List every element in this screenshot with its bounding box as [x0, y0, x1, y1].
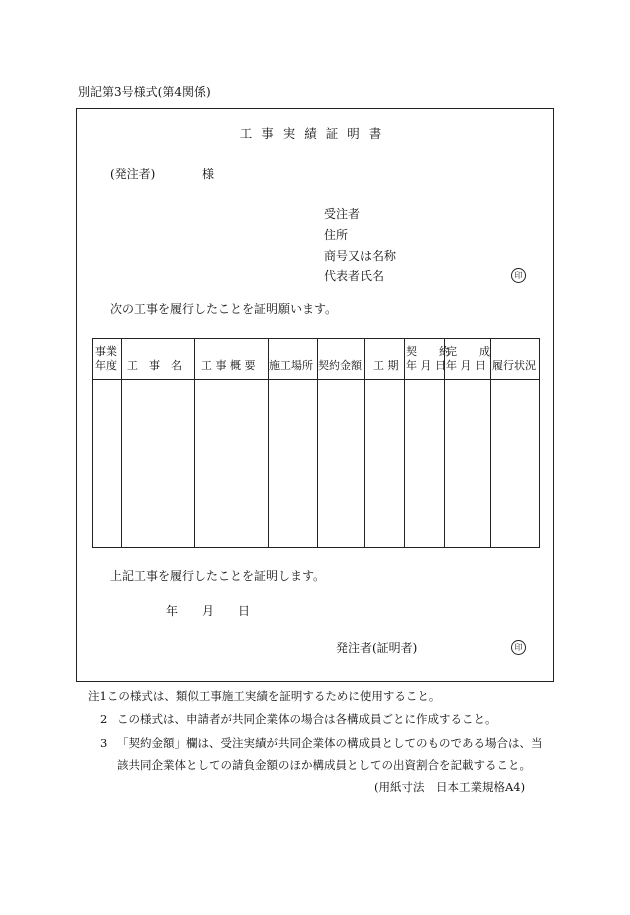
- note-item: 3 「契約金額」欄は、受注実績が共同企業体の構成員としてのものである場合は、当: [100, 736, 543, 750]
- request-text: 次の工事を履行したことを証明願います。: [110, 302, 338, 316]
- honorific-label: 様: [202, 167, 215, 181]
- note-item: 2 この様式は、申請者が共同企業体の場合は各構成員ごとに作成すること。: [100, 712, 497, 726]
- date-year-label: 年: [166, 604, 179, 618]
- form-label: 別記第3号様式(第4関係): [78, 85, 211, 99]
- works-table: [92, 338, 540, 548]
- table-column-divider: [194, 339, 195, 547]
- header-completion-date: 完 成 年 月 日: [446, 345, 490, 372]
- header-construction-site: 施工場所: [269, 359, 313, 372]
- recipient-representative-label: 代表者氏名: [324, 269, 385, 283]
- certify-text: 上記工事を履行したことを証明します。: [110, 569, 326, 583]
- header-work-name: 工 事 名: [127, 359, 182, 372]
- table-column-divider: [121, 339, 122, 547]
- recipient-company-name-label: 商号又は名称: [324, 249, 397, 263]
- note-item: 注1この様式は、類似工事施工実績を証明するために使用すること。: [88, 689, 441, 703]
- issuer-label: (発注者): [110, 167, 156, 181]
- table-column-divider: [490, 339, 491, 547]
- date-month-label: 月: [202, 604, 215, 618]
- table-header-divider: [93, 379, 539, 380]
- date-day-label: 日: [238, 604, 251, 618]
- note-item-continuation: 該共同企業体としての請負金額のほか構成員としての出資割合を記載すること。: [117, 758, 531, 772]
- recipient-contractor-label: 受注者: [324, 207, 361, 221]
- certifier-label: 発注者(証明者): [336, 641, 418, 655]
- table-column-divider: [404, 339, 405, 547]
- table-column-divider: [364, 339, 365, 547]
- seal-mark: 印: [511, 640, 526, 655]
- document-title: 工事実績証明書: [239, 126, 391, 141]
- header-contract-date: 契 約 年 月 日: [406, 345, 450, 372]
- header-work-period: 工 期: [373, 359, 399, 372]
- header-contract-amount: 契約金額: [318, 359, 362, 372]
- header-performance-status: 履行状況: [492, 359, 536, 372]
- recipient-address-label: 住所: [324, 228, 349, 242]
- header-work-summary: 工 事 概 要: [201, 359, 256, 372]
- seal-mark: 印: [511, 268, 526, 283]
- header-fiscal-year: 事業 年度: [95, 345, 117, 372]
- paper-size-note: (用紙寸法 日本工業規格A4): [374, 780, 526, 794]
